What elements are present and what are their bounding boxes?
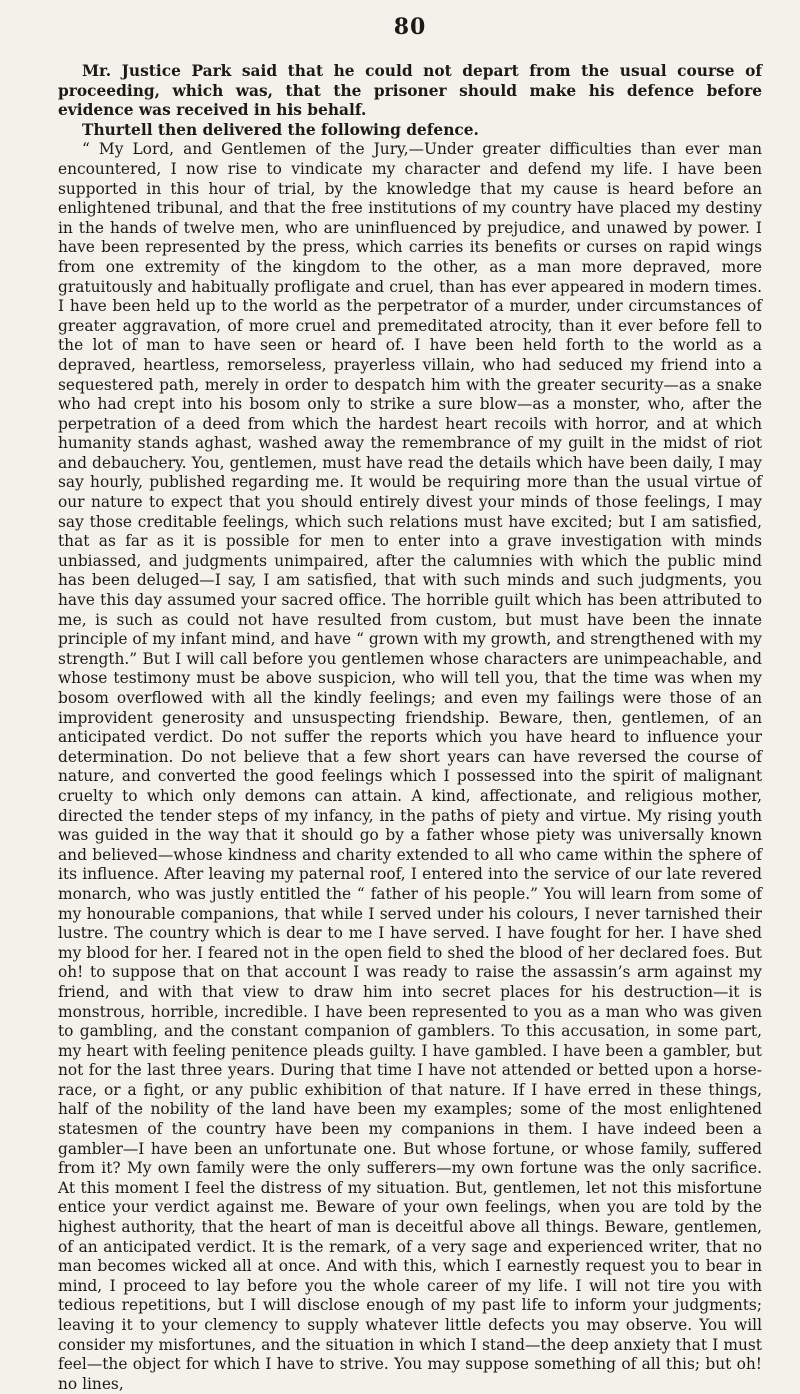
- paragraph-defence-intro: Thurtell then delivered the following defence.: [82, 120, 479, 139]
- paragraph-defence-speech: “ My Lord, and Gentlemen of the Jury,—Under greater difficulties than ever man encountered, I now rise to vindicate my character and defend my life. I have been supported in this hour of trial, by the knowledge that my cause is heard before an enlightened tribunal, and that the free institutions of my country have placed my destiny in the hands of twelve men, who are uninfluenced by prejudice, and unawed by power. I have been represented by the press, which carries its benefits or curses on rapid wings from one extremity of the kingdom to the other, as a man more depraved, more gratuitously and habitually profligate and cruel, than has ever appeared in modern times. I have been held up to the world as the perpetrator of a murder, under circumstances of greater aggravation, of more cruel and premeditated atrocity, than it ever before fell to the lot of man to have seen or heard of. I have been held forth to the world as a depraved, heartless, remorseless, prayerless villain, who had seduced my friend into a sequestered path, merely in order to despatch him with the greater security—as a snake who had crept into his bosom only to strike a sure blow—as a monster, who, after the perpetration of a deed from which the hardest heart recoils with horror, and at which humanity stands aghast, washed away the remembrance of my guilt in the midst of riot and debauchery. You, gentlemen, must have read the details which have been daily, I may say hourly, published regarding me. It would be requiring more than the usual virtue of our nature to expect that you should entirely divest your minds of those feelings, I may say those creditable feelings, which such relations must have excited; but I am satisfied, that as far as it is possible for men to enter into a grave investigation with minds unbiassed, and judgments unimpaired, after the calumnies with which the public mind has been deluged—I say, I am satisfied, that with such minds and such judgments, you have this day assumed your sacred office. The horrible guilt which has been attributed to me, is such as could not have resulted from custom, but must have been the innate principle of my infant mind, and have “ grown with my growth, and strengthened with my strength.” But I will call before you gentlemen whose characters are unimpeachable, and whose testimony must be above suspicion, who will tell you, that the time was when my bosom overflowed with all the kindly feelings; and even my failings were those of an improvident generosity and unsuspecting friendship. Beware, then, gentlemen, of an anticipated verdict. Do not suffer the reports which you have heard to influence your determination. Do not believe that a few short years can have reversed the course of nature, and converted the good feelings which I possessed into the spirit of malignant cruelty to which only demons can attain. A kind, affectionate, and religious mother, directed the tender steps of my infancy, in the paths of piety and virtue. My rising youth was guided in the way that it should go by a father whose piety was universally known and believed—whose kindness and charity extended to all who came within the sphere of its influence. After leaving my paternal roof, I entered into the service of our late revered monarch, who was justly entitled the “ father of his people.” You will learn from some of my honourable companions, that while I served under his colours, I never tarnished their lustre. The country which is dear to me I have served. I have fought for her. I have shed my blood for her. I feared not in the open field to shed the blood of her declared foes. But oh! to suppose that on that account I was ready to raise the assassin’s arm against my friend, and with that view to draw him into secret places for his destruction—it is monstrous, horrible, incredible. I have been represented to you as a man who was given to gambling, and the constant companion of gamblers. To this accusation, in some part, my heart with feeling penitence pleads guilty. I have gambled. I have been a gambler, but not for the last three years. During that time I have not attended or betted upon a horse-race, or a fight, or any public exhibition of that nature. If I have erred in these things, half of the nobility of the land have been my examples; some of the most enlightened statesmen of the country have been my companions in them. I have indeed been a gambler—I have been an unfortunate one. But whose fortune, or whose family, suffered from it? My own family were the only sufferers—my own fortune was the only sacrifice. At this moment I feel the distress of my situation. But, gentlemen, let not this misfortune entice your verdict against me. Beware of your own feelings, when you are told by the highest authority, that the heart of man is deceitful above all things. Beware, gentlemen, of an anticipated verdict. It is the remark, of a very sage and experienced writer, that no man becomes wicked all at once. And with this, which I earnestly request you to bear in mind, I proceed to lay before you the whole career of my life. I will not tire you with tedious repetitions, but I will disclose enough of my past life to inform your judgments; leaving it to your clemency to supply whatever little defects you may observe. You will consider my misfortunes, and the situation in which I stand—the deep anxiety that I must feel—the object for which I have to strive. You may suppose something of all this; but oh! no lines,: [58, 140, 762, 1393]
- page-number: 80: [393, 14, 427, 40]
- paragraph-procedure: Mr. Justice Park said that he could not depart from the usual course of proceeding, which was, that the prisoner should make his defence before evidence was received in his behalf.: [58, 62, 762, 120]
